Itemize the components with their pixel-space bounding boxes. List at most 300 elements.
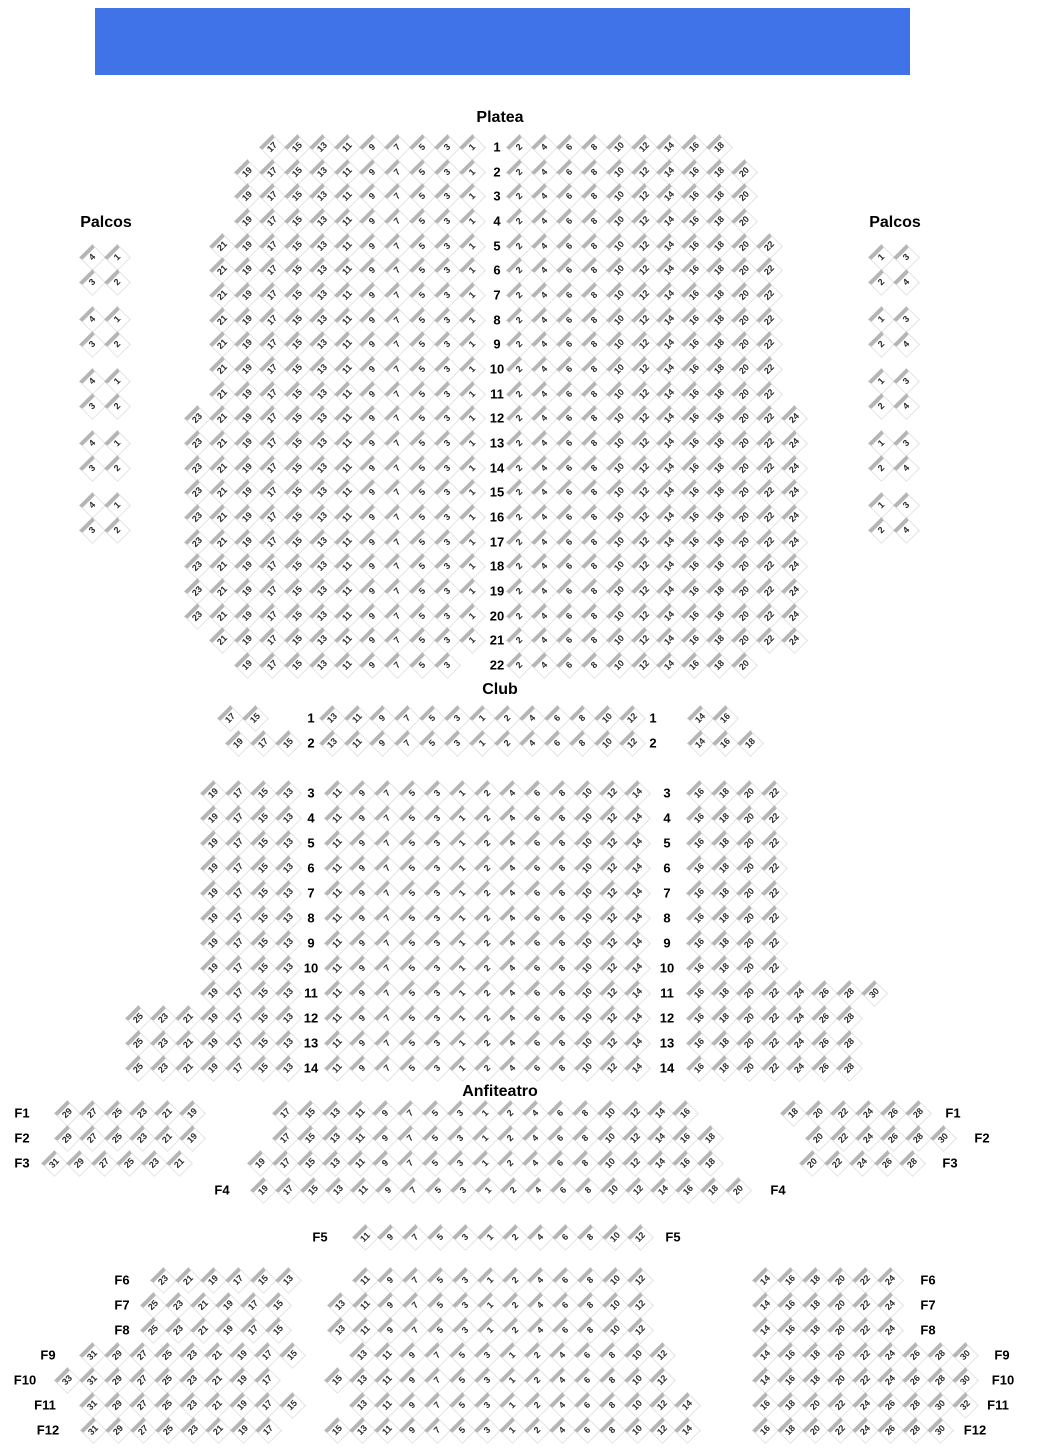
- seat-number: 5: [406, 812, 418, 824]
- seat-number: 20: [736, 336, 752, 352]
- seat-number: 16: [686, 484, 702, 500]
- seat-number: 6: [531, 1062, 543, 1074]
- seat-number: 10: [611, 534, 627, 550]
- seat-number: 3: [86, 338, 98, 350]
- seat-number: 19: [239, 484, 255, 500]
- seat-number: 11: [340, 313, 354, 327]
- seat-number: 18: [711, 262, 727, 278]
- seat-number: 8: [606, 1424, 618, 1436]
- seat-number: 11: [330, 936, 344, 950]
- seat-number: 16: [680, 1182, 696, 1198]
- seat-number: 17: [230, 785, 246, 801]
- seat-number: 12: [604, 1010, 620, 1026]
- anfiteatro-row-label: F2: [974, 1130, 990, 1146]
- seat-number: 8: [588, 659, 600, 671]
- seat-number: 28: [932, 1372, 948, 1388]
- seat-number: 10: [611, 139, 627, 155]
- seat-number: 7: [409, 1324, 421, 1336]
- seat-number: 7: [391, 536, 403, 548]
- seat-number: 13: [280, 1035, 296, 1051]
- seat-number: 1: [456, 1062, 468, 1074]
- anfiteatro-row-label: F9: [994, 1347, 1010, 1363]
- seat-number: 3: [441, 486, 453, 498]
- seat[interactable]: [627, 1224, 653, 1250]
- seat-number: 10: [611, 484, 627, 500]
- seat-number: 14: [629, 935, 645, 951]
- seat-number: 19: [239, 188, 255, 204]
- seat-number: 6: [563, 412, 575, 424]
- seat-number: 4: [86, 499, 98, 511]
- seat-number: 3: [431, 912, 443, 924]
- seat-number: 7: [431, 1349, 443, 1361]
- seat-number: 1: [466, 412, 478, 424]
- platea-row-label: 16: [489, 509, 505, 525]
- seat-number: 15: [255, 1035, 271, 1051]
- seat-number: 14: [661, 435, 677, 451]
- seat-number: 1: [875, 313, 887, 325]
- seat-number: 9: [366, 412, 378, 424]
- seat-number: 16: [691, 810, 707, 826]
- seat-number: 15: [289, 238, 305, 254]
- seat-number: 1: [466, 585, 478, 597]
- seat[interactable]: [619, 730, 645, 756]
- seat-number: 7: [391, 560, 403, 572]
- seat-number: 12: [636, 460, 652, 476]
- anfiteatro-row-label: F1: [945, 1105, 961, 1121]
- seat-number: 6: [531, 962, 543, 974]
- seat[interactable]: [893, 269, 919, 295]
- seat-number: 12: [654, 1347, 670, 1363]
- seat-number: 7: [381, 862, 393, 874]
- seat-number: 15: [255, 1272, 271, 1288]
- seat[interactable]: [279, 1392, 305, 1418]
- seat-number: 14: [629, 810, 645, 826]
- seat-number: 1: [456, 837, 468, 849]
- seat-number: 14: [692, 735, 708, 751]
- club-row-label: 2: [649, 735, 657, 751]
- seat[interactable]: [275, 730, 301, 756]
- seat-number: 10: [607, 1322, 623, 1338]
- seat-number: 29: [109, 1347, 125, 1363]
- seat-number: 2: [513, 412, 525, 424]
- seat[interactable]: [697, 1150, 723, 1176]
- seat[interactable]: [899, 1150, 925, 1176]
- seat-number: 4: [506, 1062, 518, 1074]
- seat-number: 10: [629, 1397, 645, 1413]
- seat-number: 5: [406, 787, 418, 799]
- seat-number: 3: [441, 141, 453, 153]
- seat-number: 1: [506, 1424, 518, 1436]
- seat-number: 8: [588, 338, 600, 350]
- seat-number: 9: [379, 1157, 391, 1169]
- seat-number: 12: [636, 287, 652, 303]
- seat[interactable]: [624, 1055, 650, 1081]
- seat-number: 4: [506, 1037, 518, 1049]
- seat-number: 6: [531, 887, 543, 899]
- seat-number: 7: [381, 812, 393, 824]
- seat-number: 13: [324, 710, 340, 726]
- seat-number: 16: [691, 785, 707, 801]
- seat-number: 12: [632, 1272, 648, 1288]
- seat-number: 2: [111, 462, 123, 474]
- seat-number: 1: [506, 1399, 518, 1411]
- seat-number: 5: [456, 1424, 468, 1436]
- seat-number: 5: [429, 1107, 441, 1119]
- seat-number: 19: [239, 534, 255, 550]
- seat-number: 7: [404, 1107, 416, 1119]
- seat-number: 6: [551, 737, 563, 749]
- seat-number: 3: [481, 1374, 493, 1386]
- seat-number: 19: [239, 657, 255, 673]
- seat-number: 7: [391, 462, 403, 474]
- seat-number: 16: [686, 262, 702, 278]
- seat-number: 18: [716, 935, 732, 951]
- seat-number: 15: [289, 361, 305, 377]
- seat-number: 10: [602, 1155, 618, 1171]
- seat-number: 15: [302, 1130, 318, 1146]
- seat-number: 17: [230, 810, 246, 826]
- seat-number: 20: [736, 435, 752, 451]
- seat-number: 20: [736, 410, 752, 426]
- seat-number: 23: [155, 1035, 171, 1051]
- seat-number: 1: [111, 251, 123, 263]
- seat-number: 12: [636, 558, 652, 574]
- seat-number: 3: [441, 289, 453, 301]
- seat-number: 17: [230, 835, 246, 851]
- seat-number: 17: [264, 509, 280, 525]
- seat-number: 25: [109, 1130, 125, 1146]
- seat-number: 18: [716, 1010, 732, 1026]
- seat-number: 6: [581, 1374, 593, 1386]
- seat[interactable]: [459, 627, 485, 653]
- seat-number: 8: [588, 585, 600, 597]
- seat[interactable]: [737, 730, 763, 756]
- seat-number: 5: [434, 1324, 446, 1336]
- seat-number: 16: [691, 1035, 707, 1051]
- seat-number: 12: [632, 1229, 648, 1245]
- seat-number: 10: [579, 810, 595, 826]
- club-row-label: 5: [663, 835, 671, 851]
- seat-number: 5: [416, 264, 428, 276]
- seat-number: 18: [711, 484, 727, 500]
- seat[interactable]: [104, 269, 130, 295]
- seat-number: 10: [579, 885, 595, 901]
- seat-number: 25: [159, 1347, 175, 1363]
- seat[interactable]: [861, 980, 887, 1006]
- seat-number: 20: [832, 1322, 848, 1338]
- seat-number: 22: [766, 785, 782, 801]
- club-row-label: 8: [307, 910, 315, 926]
- seat-number: 3: [454, 1107, 466, 1119]
- seat-number: 9: [376, 737, 388, 749]
- seat[interactable]: [179, 1125, 205, 1151]
- seat-number: 22: [857, 1272, 873, 1288]
- seat-number: 23: [189, 484, 205, 500]
- seat-number: 23: [170, 1322, 186, 1338]
- seat-number: 29: [59, 1130, 75, 1146]
- seat-number: 22: [766, 1060, 782, 1076]
- seat-number: 17: [264, 312, 280, 328]
- seat-number: 17: [230, 885, 246, 901]
- seat-number: 17: [259, 1347, 275, 1363]
- seat[interactable]: [104, 331, 130, 357]
- seat-number: 16: [686, 188, 702, 204]
- seat-number: 16: [782, 1372, 798, 1388]
- seat-number: 11: [330, 886, 344, 900]
- seat-number: 14: [661, 336, 677, 352]
- seat-number: 7: [391, 264, 403, 276]
- seat-number: 22: [761, 410, 777, 426]
- seat-number: 12: [627, 1155, 643, 1171]
- seat-number: 18: [711, 657, 727, 673]
- seat-number: 14: [661, 410, 677, 426]
- seat-number: 24: [786, 484, 802, 500]
- seat[interactable]: [893, 455, 919, 481]
- seat-number: 25: [130, 1060, 146, 1076]
- seat-number: 27: [84, 1105, 100, 1121]
- seat-number: 11: [340, 362, 354, 376]
- seat-number: 14: [629, 1010, 645, 1026]
- seat-number: 17: [230, 1272, 246, 1288]
- seat-number: 19: [239, 558, 255, 574]
- club-row-label: 11: [304, 985, 318, 1001]
- seat-number: 11: [340, 214, 354, 228]
- club-row-label: 12: [303, 1010, 319, 1026]
- seat-number: 8: [588, 536, 600, 548]
- seat-number: 1: [466, 338, 478, 350]
- seat[interactable]: [434, 652, 460, 678]
- seat-number: 25: [109, 1105, 125, 1121]
- seat-number: 9: [366, 560, 378, 572]
- seat-number: 5: [416, 437, 428, 449]
- seat-number: 6: [563, 338, 575, 350]
- seat-number: 17: [264, 410, 280, 426]
- seat-number: 3: [441, 215, 453, 227]
- seat-number: 28: [841, 1060, 857, 1076]
- seat-number: 10: [611, 336, 627, 352]
- platea-row-label: 4: [493, 213, 501, 229]
- seat-number: 4: [532, 1184, 544, 1196]
- seat-number: 1: [456, 1037, 468, 1049]
- seat[interactable]: [255, 1417, 281, 1443]
- anfiteatro-row-label: F2: [14, 1130, 30, 1146]
- anfiteatro-row-label: F8: [114, 1322, 130, 1338]
- seat-number: 2: [875, 400, 887, 412]
- seat-number: 1: [506, 1349, 518, 1361]
- seat-number: 2: [513, 215, 525, 227]
- seat-number: 4: [900, 276, 912, 288]
- seat-number: 9: [356, 1062, 368, 1074]
- seat[interactable]: [893, 331, 919, 357]
- seat-number: 4: [506, 887, 518, 899]
- seat-number: 16: [686, 608, 702, 624]
- seat-number: 4: [506, 937, 518, 949]
- seat-number: 9: [366, 314, 378, 326]
- seat-number: 3: [86, 276, 98, 288]
- anfiteatro-row-label: F5: [665, 1229, 681, 1245]
- seat-number: 19: [234, 1397, 250, 1413]
- seat-number: 17: [264, 238, 280, 254]
- seat-number: 8: [584, 1274, 596, 1286]
- seat[interactable]: [893, 517, 919, 543]
- seat-number: 3: [457, 1184, 469, 1196]
- seat-number: 19: [239, 632, 255, 648]
- seat-number: 3: [454, 1132, 466, 1144]
- seat-number: 11: [340, 387, 354, 401]
- seat-number: 21: [159, 1105, 175, 1121]
- seat[interactable]: [731, 652, 757, 678]
- seat-number: 21: [180, 1010, 196, 1026]
- seat-number: 20: [736, 583, 752, 599]
- seat-number: 18: [807, 1322, 823, 1338]
- seat-number: 13: [280, 1010, 296, 1026]
- seat-number: 9: [356, 1012, 368, 1024]
- seat-number: 8: [576, 737, 588, 749]
- seat-number: 5: [416, 363, 428, 375]
- seat-number: 22: [761, 509, 777, 525]
- seat-number: 3: [431, 812, 443, 824]
- seat-number: 18: [716, 985, 732, 1001]
- seat-number: 21: [195, 1297, 211, 1313]
- seat-number: 14: [679, 1397, 695, 1413]
- seat-number: 3: [900, 499, 912, 511]
- seat-number: 4: [86, 251, 98, 263]
- seat-number: 28: [907, 1397, 923, 1413]
- seat-number: 17: [277, 1105, 293, 1121]
- seat-number: 19: [239, 238, 255, 254]
- seat-number: 6: [563, 610, 575, 622]
- seat-number: 4: [538, 412, 550, 424]
- seat-number: 14: [661, 386, 677, 402]
- seat-number: 2: [481, 862, 493, 874]
- seat-number: 19: [255, 1182, 271, 1198]
- seat-number: 1: [456, 912, 468, 924]
- seat[interactable]: [166, 1150, 192, 1176]
- seat[interactable]: [893, 393, 919, 419]
- seat-number: 6: [563, 536, 575, 548]
- seat-number: 18: [807, 1297, 823, 1313]
- seat[interactable]: [930, 1125, 956, 1151]
- seat-number: 18: [716, 785, 732, 801]
- seat-number: 23: [155, 1010, 171, 1026]
- seat-number: 1: [479, 1157, 491, 1169]
- seat-number: 9: [384, 1299, 396, 1311]
- seat[interactable]: [836, 1055, 862, 1081]
- seat-number: 22: [835, 1130, 851, 1146]
- seat-number: 15: [289, 164, 305, 180]
- seat-number: 19: [220, 1322, 236, 1338]
- seat[interactable]: [674, 1417, 700, 1443]
- seat-number: 1: [479, 1132, 491, 1144]
- seat-number: 17: [264, 583, 280, 599]
- seat-number: 2: [481, 1012, 493, 1024]
- seat[interactable]: [952, 1392, 978, 1418]
- seat-number: 15: [255, 785, 271, 801]
- seat-number: 25: [121, 1155, 137, 1171]
- seat-number: 11: [380, 1398, 394, 1412]
- club-row-label: 7: [663, 885, 671, 901]
- seat-number: 3: [86, 524, 98, 536]
- seat-number: 9: [376, 712, 388, 724]
- seat-number: 4: [900, 338, 912, 350]
- seat-number: 7: [409, 1231, 421, 1243]
- seat-number: 3: [454, 1157, 466, 1169]
- seat-number: 22: [857, 1347, 873, 1363]
- club-row-label: 5: [307, 835, 315, 851]
- seat[interactable]: [104, 517, 130, 543]
- seat-number: 9: [366, 462, 378, 474]
- anfiteatro-row-label: F5: [312, 1229, 328, 1245]
- seat-number: 11: [358, 1230, 372, 1244]
- seat-number: 19: [205, 785, 221, 801]
- seat-number: 18: [716, 910, 732, 926]
- seat-number: 4: [86, 375, 98, 387]
- seat-number: 11: [340, 436, 354, 450]
- club-row-label: 1: [307, 710, 315, 726]
- seat-number: 33: [59, 1372, 75, 1388]
- seat-number: 16: [691, 1060, 707, 1076]
- seat-number: 5: [416, 585, 428, 597]
- seat-number: 13: [330, 1182, 346, 1198]
- seat[interactable]: [279, 1342, 305, 1368]
- seat-number: 21: [214, 435, 230, 451]
- seat-number: 3: [441, 240, 453, 252]
- seat-number: 27: [135, 1422, 151, 1438]
- seat-number: 10: [611, 262, 627, 278]
- seat-number: 18: [711, 410, 727, 426]
- seat[interactable]: [275, 1055, 301, 1081]
- seat-number: 18: [782, 1422, 798, 1438]
- seat-number: 17: [230, 860, 246, 876]
- seat-number: 21: [180, 1060, 196, 1076]
- seat[interactable]: [927, 1417, 953, 1443]
- seat-number: 18: [702, 1155, 718, 1171]
- seat-number: 15: [270, 1322, 286, 1338]
- seat-number: 23: [155, 1272, 171, 1288]
- seat-number: 21: [209, 1372, 225, 1388]
- seat-number: 15: [289, 386, 305, 402]
- seat-number: 17: [264, 139, 280, 155]
- platea-row-label: 15: [489, 484, 505, 500]
- seat-number: 6: [559, 1274, 571, 1286]
- seat-number: 10: [611, 238, 627, 254]
- seat-number: 23: [184, 1372, 200, 1388]
- anfiteatro-row-label: F7: [114, 1297, 130, 1313]
- seat-number: 18: [785, 1105, 801, 1121]
- seat-number: 8: [588, 511, 600, 523]
- seat-number: 30: [932, 1422, 948, 1438]
- seat-number: 14: [661, 484, 677, 500]
- seat[interactable]: [104, 455, 130, 481]
- seat[interactable]: [725, 1177, 751, 1203]
- seat-number: 26: [816, 1035, 832, 1051]
- anfiteatro-row-label: F1: [14, 1105, 30, 1121]
- seat-number: 18: [807, 1272, 823, 1288]
- seat-number: 20: [736, 238, 752, 254]
- seat[interactable]: [104, 393, 130, 419]
- seat-number: 19: [205, 860, 221, 876]
- seat-number: 2: [481, 937, 493, 949]
- seat-number: 3: [431, 887, 443, 899]
- seat-number: 6: [581, 1349, 593, 1361]
- seat-number: 1: [466, 289, 478, 301]
- seat-number: 23: [155, 1060, 171, 1076]
- seat-number: 2: [513, 634, 525, 646]
- seat[interactable]: [781, 627, 807, 653]
- anfiteatro-row-label: F10: [13, 1372, 37, 1388]
- seat-number: 11: [380, 1348, 394, 1362]
- seat-number: 8: [588, 610, 600, 622]
